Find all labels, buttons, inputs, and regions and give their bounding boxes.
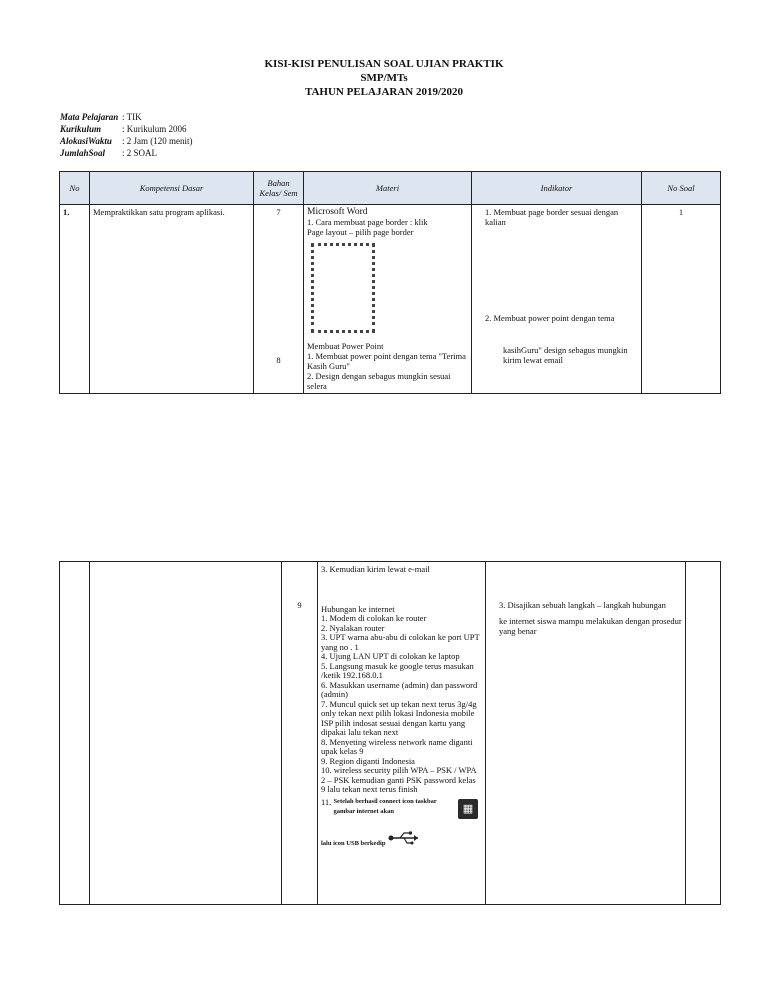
list-item: 4. Ujung LAN UPT di colokan ke laptop bbox=[321, 651, 460, 661]
cell-no bbox=[60, 562, 90, 905]
header-indikator: Indikator bbox=[472, 172, 642, 205]
list-item: 1. Modem di colokan ke router bbox=[321, 613, 427, 623]
list-item: 6. Masukkan username (admin) dan password (admin) bbox=[321, 679, 478, 699]
list-item: 3. UPT warna abu-abu di colokan ke port UPT yang no . 1 bbox=[321, 632, 480, 652]
list-item: 10. wireless security pilih WPA – PSK / WPA 2 – PSK kemudian ganti PSK password kelas 9 lalu tekan next terus finish bbox=[321, 765, 477, 794]
list-item: 7. Muncul quick set up tekan next terus 3g/4g only tekan next pilih lokasi Indonesia mobile ISP pilih indosat sesuai dengan kartu yang dipakai lalu tekan next bbox=[321, 698, 477, 737]
cell-kompetensi bbox=[90, 562, 282, 905]
title-line-2: SMP/MTs bbox=[360, 72, 408, 84]
cell-materi: 3. Kemudian kirim lewat e-mail Hubungan ke internet 1. Modem di colokan ke router 2. Nyalakan router 3. UPT warna abu-abu di colokan ke port UPT yang no . 1 4. Ujung LAN UPT di colokan ke laptop 5. Langsung masuk ke google terus masukan /ketik 192.168.0.1 6. Masukkan username (admin) dan password (admin) 7. Muncul quick set up tekan next terus 3g/4g only tekan next pilih lokasi Indonesia mobile ISP pilih indosat sesuai dengan kartu yang dipakai lalu tekan next 8. Menyeting wireless network name diganti upak kelas 9 9. Region diganti Indonesia 10. wireless security pilih WPA – PSK / WPA 2 – PSK kemudian ganti PSK password kelas 9 lalu tekan next terus finish 11. Setelah berhasil connect icon taskbar gambar internet akan ▦ lalu icon USB berkedip bbox=[318, 562, 486, 905]
meta-row: AlokasiWaktu : 2 Jam (120 menit) bbox=[60, 136, 193, 146]
kisi-kisi-table-2 bbox=[59, 561, 721, 905]
list-item: 2. Nyalakan router bbox=[321, 622, 385, 633]
table-row bbox=[60, 205, 721, 394]
usb-row: lalu icon USB berkedip bbox=[321, 831, 482, 849]
cell-indikator: 1. Membuat page border sesuai dengan kalian 2. Membuat power point dengan tema kasihGuru" design sebagus mungkin kirim lewat email bbox=[472, 205, 642, 394]
connection-steps bbox=[321, 614, 482, 795]
cell-kelas: 7 8 bbox=[254, 205, 304, 394]
table-row bbox=[60, 562, 721, 905]
cell-materi: Microsoft Word 1. Cara membuat page border : klik Page layout – pilih page border Membuat Power Point 1. Membuat power point dengan tema "Terima Kasih Guru" 2. Design dengan sebagus mungkin sesuai selera bbox=[304, 205, 472, 394]
meta-row: JumlahSoal : 2 SOAL bbox=[60, 148, 158, 158]
header-materi: Materi bbox=[304, 172, 472, 205]
cell-kompetensi: Mempraktikkan satu program aplikasi. bbox=[90, 205, 254, 394]
title-line-1: KISI-KISI PENULISAN SOAL UJIAN PRAKTIK bbox=[264, 58, 504, 70]
cell-indikator: 3. Disajikan sebuah langkah – langkah hubungan ke internet siswa mampu melakukan dengan prosedur yang benar bbox=[486, 562, 686, 905]
list-item: 9. Region diganti Indonesia bbox=[321, 755, 415, 766]
cell-no-soal bbox=[686, 562, 721, 905]
table-header-row bbox=[60, 172, 721, 205]
step-11: 11. Setelah berhasil connect icon taskbar gambar internet akan ▦ bbox=[321, 797, 482, 817]
cell-no-soal: 1 bbox=[642, 205, 721, 394]
kisi-kisi-table-1 bbox=[59, 171, 721, 394]
usb-icon bbox=[388, 837, 420, 847]
list-item: 8. Menyeting wireless network name diganti upak kelas 9 bbox=[321, 736, 473, 756]
cell-no: 1. bbox=[60, 205, 90, 394]
page-border-illustration bbox=[311, 243, 375, 333]
list-item: 5. Langsung masuk ke google terus masukan /ketik 192.168.0.1 bbox=[321, 660, 474, 680]
header-kompetensi: Kompetensi Dasar bbox=[90, 172, 254, 205]
cell-kelas: 9 bbox=[282, 562, 318, 905]
header-no: No bbox=[60, 172, 90, 205]
meta-row: Mata Pelajaran : TIK bbox=[60, 112, 142, 122]
title-line-3: TAHUN PELAJARAN 2019/2020 bbox=[304, 86, 464, 98]
computer-network-icon: ▦ bbox=[458, 799, 478, 819]
meta-row: Kurikulum : Kurikulum 2006 bbox=[60, 124, 187, 134]
header-kelas: Bahan Kelas/ Sem bbox=[254, 172, 304, 205]
header-no-soal: No Soal bbox=[642, 172, 721, 205]
